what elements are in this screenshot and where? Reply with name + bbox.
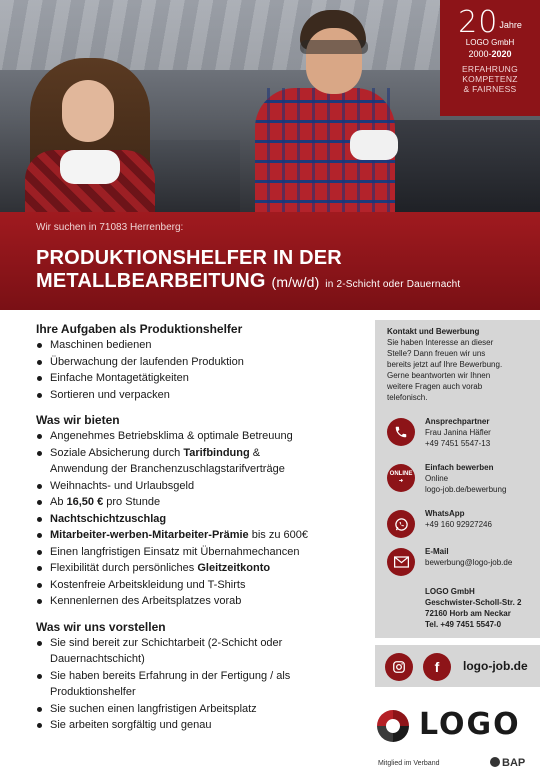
badge-years: 2000-2020 [468, 49, 512, 59]
gender-note: (m/w/d) [271, 274, 320, 290]
phone-icon [387, 418, 415, 446]
list-item: Sie suchen einen langfristigen Arbeitsplatz [36, 701, 358, 718]
contact-phone[interactable]: +49 7451 5547-13 [425, 439, 491, 448]
list-item: Sortieren und verpacken [36, 387, 358, 404]
list-item: Kostenfreie Arbeitskleidung und T-Shirts [36, 577, 358, 594]
badge-number: 20 [458, 5, 499, 40]
website-link[interactable]: logo-job.de [463, 659, 528, 673]
list-item: Sie arbeiten sorgfältig und genau [36, 717, 358, 734]
tasks-list [36, 337, 358, 403]
membership-note: Mitglied im Verband [378, 760, 440, 767]
contact-heading: Kontakt und Bewerbung [387, 327, 480, 336]
facebook-icon[interactable]: f [423, 653, 451, 681]
badge-tagline-1: ERFAHRUNG [461, 64, 519, 74]
list-item: Weihnachts- und Urlaubsgeld [36, 478, 358, 495]
whatsapp-icon [387, 510, 415, 538]
bap-icon [490, 757, 500, 767]
badge-tagline-3: & FAIRNESS [463, 84, 517, 94]
contact-name: Frau Janina Häfler [425, 428, 491, 437]
safety-glasses [300, 40, 368, 54]
job-details [36, 322, 358, 734]
logo-wordmark: LOGO [419, 707, 521, 742]
list-item: Mitarbeiter-werben-Mitarbeiter-Prämie bis zu 600€ [36, 527, 358, 544]
online-sub: Online [425, 474, 449, 483]
list-item: Kennenlernen des Arbeitsplatzes vorab [36, 593, 358, 610]
expect-list [36, 635, 358, 734]
list-item: Sie haben bereits Erfahrung in der Fertigung / als Produktionshelfer [36, 668, 358, 701]
worker-man-glove [350, 130, 398, 160]
anniversary-badge [440, 0, 540, 116]
tasks-heading: Ihre Aufgaben als Produktionshelfer [36, 322, 243, 336]
shift-note: in 2-Schicht oder Dauernacht [325, 279, 461, 290]
contact-intro: Sie haben Interesse an dieser Stelle? Dann freuen wir uns bereits jetzt auf Ihre Bewerbung. Gerne beantworten wir Ihnen weitere Fragen auch vorab telefonisch. [387, 338, 503, 402]
whatsapp-number[interactable]: +49 160 92927246 [425, 520, 492, 529]
list-item: Nachtschichtzuschlag [36, 511, 358, 528]
list-item: Sie sind bereit zur Schichtarbeit (2-Schicht oder Dauernachtschicht) [36, 635, 358, 668]
job-title-line2 [36, 269, 540, 297]
contact-email [387, 546, 537, 586]
expect-heading: Was wir uns vorstellen [36, 619, 166, 634]
online-label: Einfach bewerben [425, 463, 494, 472]
email-icon [387, 548, 415, 576]
company-logo [375, 700, 535, 746]
worker-woman-face [62, 80, 114, 142]
list-item: Einfache Montagetätigkeiten [36, 370, 358, 387]
whatsapp-label: WhatsApp [425, 509, 465, 518]
job-title-line2-text: METALLBEARBEITUNG [36, 270, 266, 292]
badge-jahre: Jahre [499, 20, 522, 30]
location-text: Wir suchen in 71083 Herrenberg: [36, 222, 184, 233]
worker-woman-gloves [60, 150, 120, 184]
list-item: Überwachung der laufenden Produktion [36, 354, 358, 371]
list-item: Soziale Absicherung durch Tarifbindung & Anwendung der Branchenzuschlagstarifverträge [36, 445, 358, 478]
offer-list [36, 428, 358, 610]
social-bar [375, 645, 540, 687]
association-logo: BAP [490, 757, 525, 769]
contact-whatsapp [387, 508, 537, 548]
instagram-icon[interactable] [385, 653, 413, 681]
badge-company: LOGO GmbH [465, 38, 515, 47]
contact-person [387, 416, 537, 456]
list-item: Einen langfristigen Einsatz mit Übernahmechancen [36, 544, 358, 561]
job-title-line1: PRODUKTIONSHELFER IN DER [36, 247, 342, 269]
online-url-link[interactable]: logo-job.de/bewerbung [425, 485, 507, 494]
logo-mark-icon [375, 708, 411, 744]
email-label: E-Mail [425, 547, 449, 556]
worker-man-face [306, 28, 362, 94]
offer-heading: Was wir bieten [36, 413, 120, 427]
list-item: Flexibilität durch persönliches Gleitzeitkonto [36, 560, 358, 577]
company-address: LOGO GmbH Geschwister-Scholl-Str. 2 72160 Horb am Neckar Tel. +49 7451 5547-0 [425, 587, 522, 629]
email-link[interactable]: bewerbung@logo-job.de [425, 558, 513, 567]
contact-online [387, 462, 537, 502]
list-item: Angenehmes Betriebsklima & optimale Betreuung [36, 428, 358, 445]
list-item: Ab 16,50 € pro Stunde [36, 494, 358, 511]
contact-label: Ansprechpartner [425, 417, 490, 426]
online-icon: ONLINE ➜ [387, 464, 415, 492]
contact-panel [375, 320, 540, 638]
machine-background [150, 140, 240, 212]
title-band [0, 212, 540, 310]
badge-tagline-2: KOMPETENZ [462, 74, 518, 84]
list-item: Maschinen bedienen [36, 337, 358, 354]
